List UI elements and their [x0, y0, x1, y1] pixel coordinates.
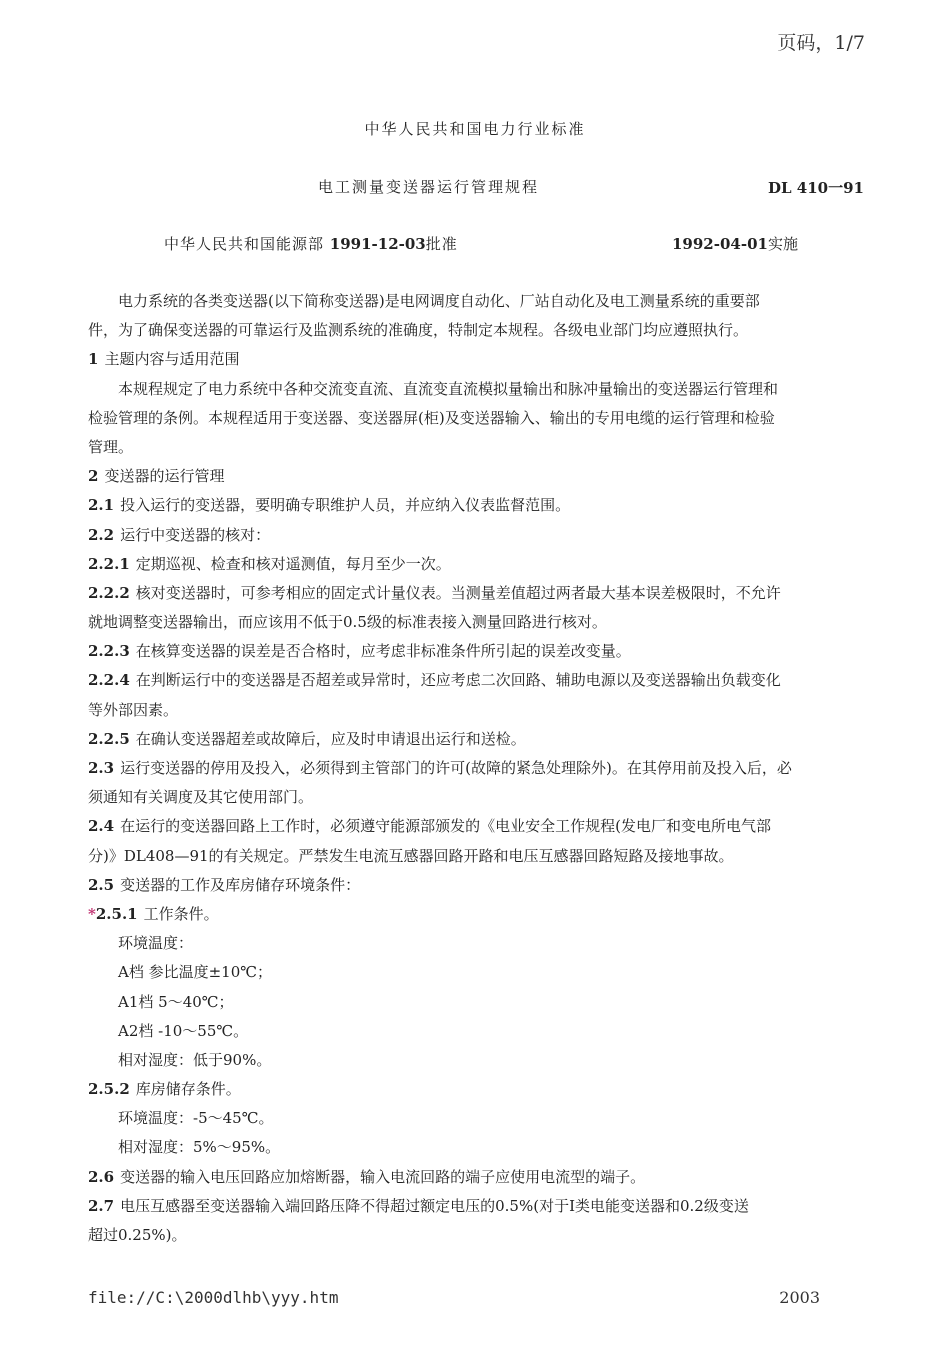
paragraph-line [88, 958, 868, 987]
effective-line [672, 233, 798, 254]
section-number: 2.2.5 [88, 729, 130, 748]
line-text: 在核算变送器的误差是否合格时，应考虑非标准条件所引起的误差改变量。 [135, 642, 631, 661]
section-number: 2.5.1 [95, 904, 138, 923]
line-text: 须通知有关调度及其它使用部门。 [88, 788, 314, 807]
standard-code: DL 410一91 [768, 179, 864, 197]
section-number: 1 [88, 350, 99, 369]
document-title: 电工测量变送器运行管理规程 [318, 178, 540, 196]
paragraph-line [88, 1192, 868, 1221]
paragraph-line [88, 666, 868, 695]
paragraph-line [88, 1221, 868, 1250]
line-text: 本规程规定了电力系统中各种交流变直流、直流变直流模拟量输出和脉冲量输出的变送器运行管理和 [118, 379, 779, 398]
section-number: 2.2.2 [88, 583, 130, 602]
line-text: 变送器的工作及库房储存环境条件： [120, 875, 361, 894]
paragraph-line [88, 871, 868, 900]
effective-label: 实施 [767, 235, 798, 253]
section-number: 2.1 [88, 496, 115, 515]
paragraph-line [88, 521, 868, 550]
paragraph-line [88, 462, 868, 491]
line-text: 件，为了确保变送器的可靠运行及监测系统的准确度，特制定本规程。各级电业部门均应遵照执行。 [88, 321, 749, 340]
line-text: 电力系统的各类变送器(以下简称变送器)是电网调度自动化、厂站自动化及电工测量系统的重要部 [118, 292, 760, 310]
section-number: 2.2.4 [88, 671, 130, 690]
document-body [88, 287, 868, 1250]
line-text: 投入运行的变送器，要明确专职维护人员，并应纳入仪表监督范围。 [120, 496, 571, 515]
paragraph-line [88, 579, 868, 608]
line-text: 核对变送器时，可参考相应的固定式计量仪表。当测量差值超过两者最大基本误差极限时，不允许 [135, 583, 781, 602]
paragraph-line [88, 1075, 868, 1104]
paragraph-line [88, 812, 868, 841]
effective-date: 1992-04-01 [672, 235, 768, 253]
line-text: 运行中变送器的核对： [120, 525, 271, 544]
line-text: 检验管理的条例。本规程适用于变送器、变送器屏(柜)及变送器输入、输出的专用电缆的运行管理和检验 [88, 408, 775, 427]
line-text: 电压互感器至变送器输入端回路压降不得超过额定电压的0.5%(对于Ⅰ类电能变送器和0.2级变送 [120, 1196, 749, 1215]
line-text: 环境温度：-5～45℃。 [118, 1109, 274, 1128]
paragraph-line [88, 725, 868, 754]
issuer: 中华人民共和国能源部 [164, 235, 325, 253]
file-path: file://C:\2000dlhb\yyy.htm [88, 1288, 339, 1307]
line-text: 等外部因素。 [88, 700, 179, 719]
paragraph-line [88, 1133, 868, 1162]
line-text: 相对湿度：5%～95%。 [118, 1138, 281, 1157]
paragraph-line [88, 491, 868, 520]
line-text: 工作条件。 [143, 904, 219, 923]
section-number: 2.7 [88, 1196, 115, 1215]
line-text: 定期巡视、检查和核对遥测值，每月至少一次。 [135, 554, 451, 573]
line-text: 超过0.25%)。 [88, 1226, 187, 1244]
line-text: 在确认变送器超差或故障后，应及时申请退出运行和送检。 [135, 729, 526, 748]
line-text: 主题内容与适用范围 [104, 350, 240, 369]
organization-heading: 中华人民共和国电力行业标准 [364, 120, 586, 138]
issuer-line [164, 233, 458, 254]
paragraph-line [88, 783, 868, 812]
asterisk-mark: * [88, 904, 96, 923]
section-number: 2.2.1 [88, 554, 130, 573]
paragraph-line [88, 929, 868, 958]
section-number: 2.6 [88, 1167, 115, 1186]
line-text: A2档 -10～55℃。 [118, 1021, 249, 1040]
line-text: 相对湿度：低于90%。 [118, 1050, 272, 1069]
paragraph-line [88, 842, 868, 871]
line-text: 变送器的输入电压回路应加熔断器，输入电流回路的端子应使用电流型的端子。 [120, 1167, 646, 1186]
line-text: 管理。 [88, 437, 134, 456]
paragraph-line [88, 696, 868, 725]
line-text: 就地调整变送器输出，而应该用不低于0.5级的标准表接入测量回路进行核对。 [88, 613, 607, 632]
line-text: A1档 5～40℃； [118, 992, 234, 1011]
paragraph-line [88, 404, 868, 433]
line-text: 运行变送器的停用及投入，必须得到主管部门的许可(故障的紧急处理除外)。在其停用前及投入后，必 [120, 759, 792, 777]
line-text: 环境温度： [118, 934, 194, 953]
paragraph-line [88, 550, 868, 579]
footer-date: 2003 [779, 1288, 820, 1307]
line-text: A档 参比温度±10℃； [118, 963, 273, 982]
paragraph-line [88, 637, 868, 666]
paragraph-line [88, 1046, 868, 1075]
section-number: 2.3 [88, 759, 115, 777]
section-number: 2.5.2 [88, 1080, 130, 1099]
paragraph-line [88, 375, 868, 404]
paragraph-line [88, 287, 868, 316]
section-number: 2 [88, 467, 99, 486]
approve-date: 1991-12-03 [329, 235, 426, 253]
paragraph-line [88, 1163, 868, 1192]
paragraph-line [88, 345, 868, 374]
paragraph-line [88, 608, 868, 637]
paragraph-line [88, 1017, 868, 1046]
approve-label: 批准 [425, 235, 458, 253]
line-text: 在判断运行中的变送器是否超差或异常时，还应考虑二次回路、辅助电源以及变送器输出负载变化 [135, 671, 781, 690]
section-number: 2.4 [88, 817, 115, 836]
section-number: 2.5 [88, 875, 115, 894]
paragraph-line [88, 900, 868, 929]
paragraph-line [88, 988, 868, 1017]
line-text: 分)》DL408—91的有关规定。严禁发生电流互感器回路开路和电压互感器回路短路及接地事故。 [88, 846, 734, 865]
line-text: 在运行的变送器回路上工作时，必须遵守能源部颁发的《电业安全工作规程(发电厂和变电所电气部 [120, 817, 771, 836]
line-text: 变送器的运行管理 [104, 467, 225, 486]
section-number: 2.2 [88, 525, 115, 544]
line-text: 库房储存条件。 [135, 1080, 241, 1099]
page-number: 页码，1/7 [777, 32, 865, 54]
paragraph-line [88, 316, 868, 345]
section-number: 2.2.3 [88, 642, 130, 661]
paragraph-line [88, 754, 868, 783]
paragraph-line [88, 1104, 868, 1133]
paragraph-line [88, 433, 868, 462]
